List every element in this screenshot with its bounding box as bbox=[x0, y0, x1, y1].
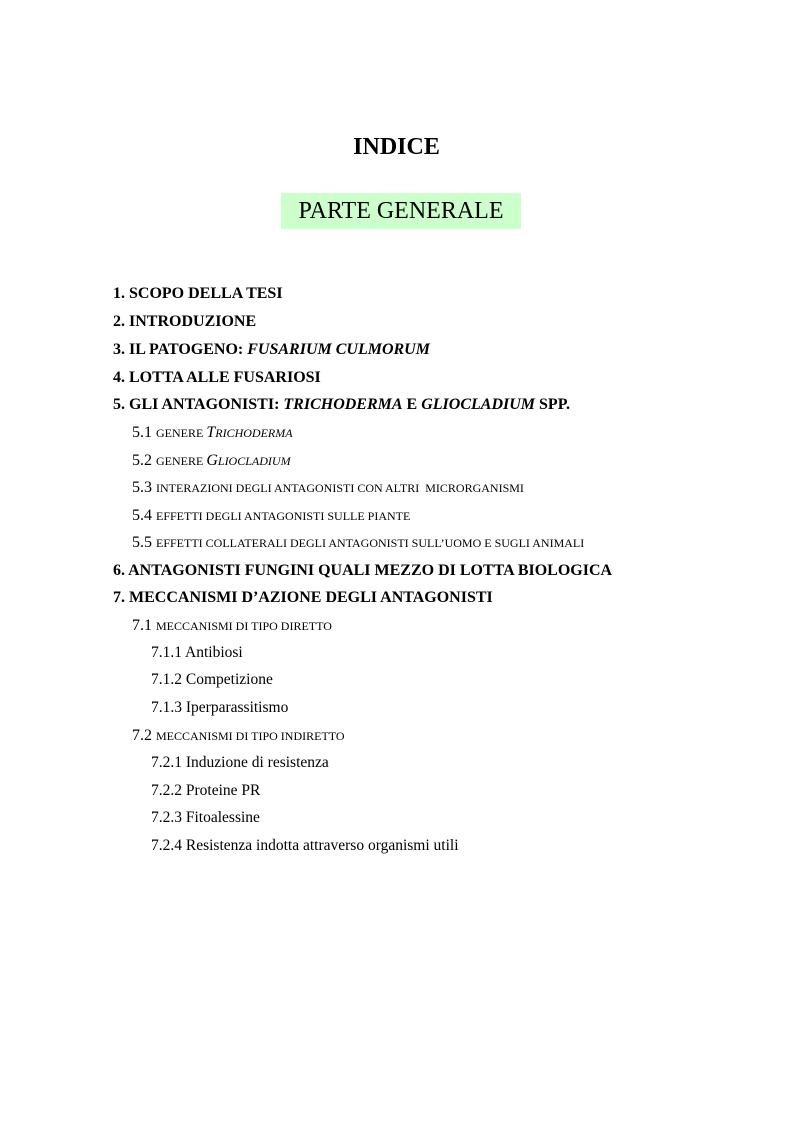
toc-item-5-5 bbox=[132, 533, 584, 553]
toc-item-5-2 bbox=[132, 451, 291, 471]
toc-item-5-3 bbox=[132, 478, 524, 498]
toc-label: MECCANISMI DI TIPO DIRETTO bbox=[156, 619, 332, 633]
toc-number: 7.1 bbox=[132, 617, 156, 634]
toc-number: 5.2 bbox=[132, 452, 156, 469]
toc-genus-initial: T bbox=[206, 424, 216, 441]
toc-item-7-1-1: 7.1.1 Antibiosi bbox=[151, 644, 243, 661]
toc-item-7: 7. MECCANISMI D’AZIONE DEGLI ANTAGONISTI bbox=[113, 589, 493, 606]
toc-genus-rest: RICHODERMA bbox=[215, 426, 293, 440]
toc-number: 5.3 bbox=[132, 479, 156, 496]
toc-item-5-4 bbox=[132, 506, 410, 526]
toc-item-5-label: 5. GLI ANTAGONISTI: bbox=[113, 396, 284, 413]
toc-item-3 bbox=[113, 340, 430, 360]
toc-item-7-2 bbox=[132, 726, 345, 746]
toc-genus-rest: LIOCLADIUM bbox=[217, 454, 291, 468]
toc-label: INTERAZIONI DEGLI ANTAGONISTI CON ALTRI MICRORGANISMI bbox=[156, 481, 524, 495]
toc-item-4: 4. LOTTA ALLE FUSARIOSI bbox=[113, 369, 321, 386]
toc-item-6: 6. ANTAGONISTI FUNGINI QUALI MEZZO DI LOTTA BIOLOGICA bbox=[113, 562, 613, 579]
toc-item-5-conjunction: E bbox=[402, 396, 422, 413]
toc-number: 5.1 bbox=[132, 424, 156, 441]
toc-item-1: 1. SCOPO DELLA TESI bbox=[113, 285, 283, 302]
toc-item-7-2-4: 7.2.4 Resistenza indotta attraverso organismi utili bbox=[151, 837, 459, 854]
toc-item-2: 2. INTRODUZIONE bbox=[113, 313, 257, 330]
toc-item-7-1 bbox=[132, 616, 332, 636]
toc-label: MECCANISMI DI TIPO INDIRETTO bbox=[156, 729, 345, 743]
toc-item-5-genus-1: TRICHODERMA bbox=[283, 396, 403, 413]
toc-item-5-1 bbox=[132, 423, 293, 443]
toc-item-7-1-3: 7.1.3 Iperparassitismo bbox=[151, 699, 289, 716]
toc-item-3-label: 3. IL PATOGENO: bbox=[113, 341, 248, 358]
toc-item-7-2-2: 7.2.2 Proteine PR bbox=[151, 782, 261, 799]
toc-item-5 bbox=[113, 395, 570, 415]
toc-label: EFFETTI DEGLI ANTAGONISTI SULLE PIANTE bbox=[156, 509, 411, 523]
toc-genus-initial: G bbox=[206, 452, 218, 469]
section-heading: PARTE GENERALE bbox=[281, 193, 521, 229]
toc-item-3-species: FUSARIUM CULMORUM bbox=[247, 341, 430, 358]
toc-item-7-2-3: 7.2.3 Fitoalessine bbox=[151, 809, 260, 826]
toc-label: GENERE bbox=[156, 426, 207, 440]
toc-number: 5.4 bbox=[132, 507, 156, 524]
toc-item-7-2-1: 7.2.1 Induzione di resistenza bbox=[151, 754, 329, 771]
toc-number: 5.5 bbox=[132, 534, 156, 551]
toc-label: GENERE bbox=[156, 454, 207, 468]
toc-label: EFFETTI COLLATERALI DEGLI ANTAGONISTI SULL’UOMO E SUGLI ANIMALI bbox=[156, 536, 585, 550]
toc-item-5-suffix: SPP. bbox=[535, 396, 570, 413]
page-title: INDICE bbox=[353, 134, 440, 160]
toc-item-5-genus-2: GLIOCLADIUM bbox=[421, 396, 536, 413]
toc-item-7-1-2: 7.1.2 Competizione bbox=[151, 671, 273, 688]
toc-number: 7.2 bbox=[132, 727, 156, 744]
